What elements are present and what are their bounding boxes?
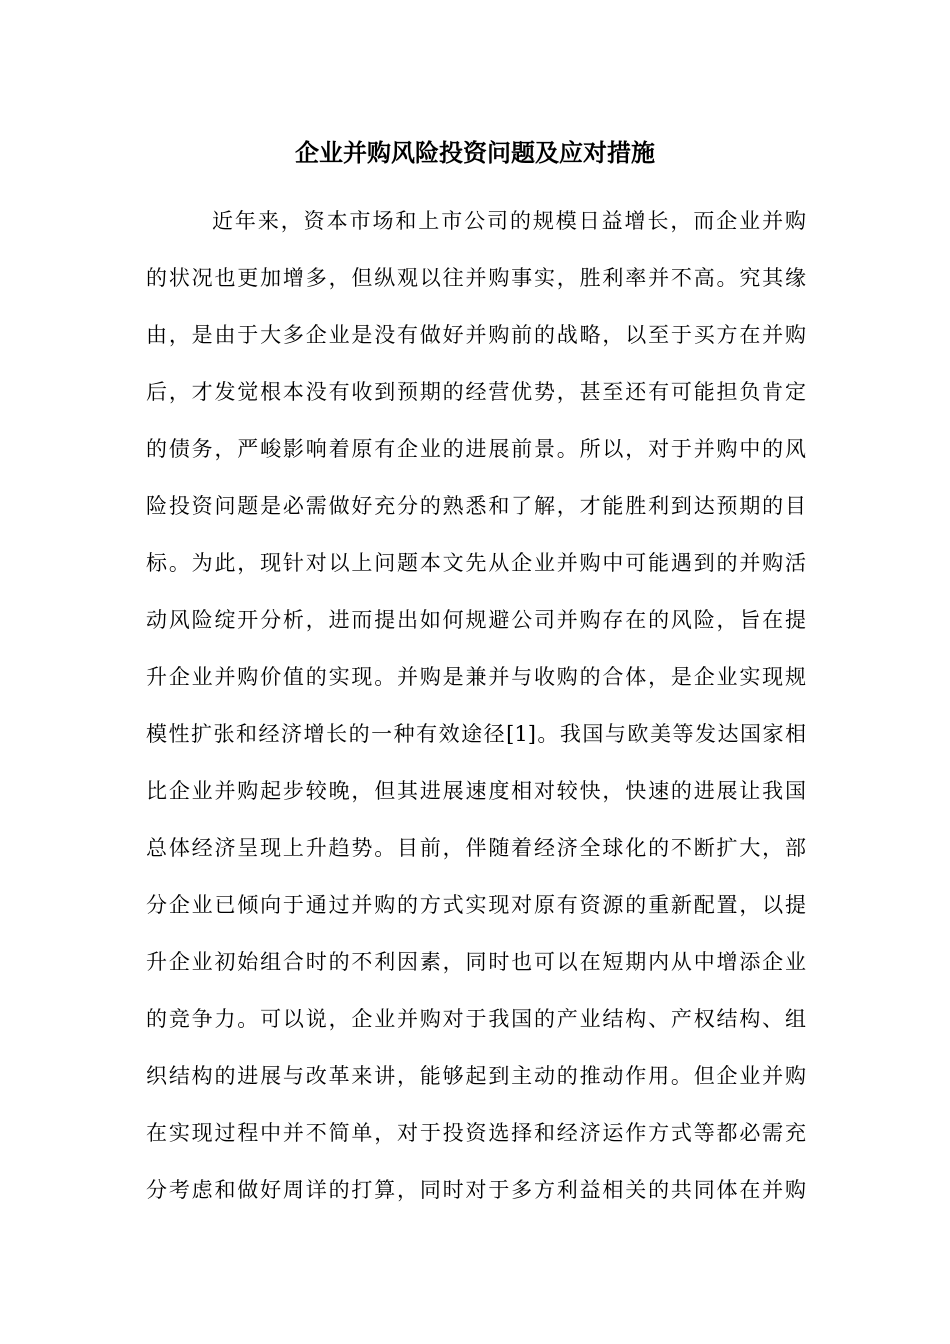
paragraph-line: 动风险绽开分析，进而提出如何规避公司并购存在的风险，旨在提: [146, 608, 806, 632]
paragraph-line: 升企业初始组合时的不利因素，同时也可以在短期内从中增添企业: [146, 950, 806, 974]
paragraph-line: 升企业并购价值的实现。并购是兼并与收购的合体，是企业实现规: [146, 665, 806, 689]
paragraph-line: 标。为此，现针对以上问题本文先从企业并购中可能遇到的并购活: [146, 551, 806, 575]
paragraph-line: 近年来，资本市场和上市公司的规模日益增长，而企业并购: [212, 209, 806, 233]
paragraph-line: 模性扩张和经济增长的一种有效途径[1]。我国与欧美等发达国家相: [146, 722, 806, 746]
paragraph-line: 总体经济呈现上升趋势。目前，伴随着经济全球化的不断扩大，部: [146, 836, 806, 860]
paragraph-line: 的状况也更加增多，但纵观以往并购事实，胜利率并不高。究其缘: [146, 266, 806, 290]
paragraph-line: 织结构的进展与改革来讲，能够起到主动的推动作用。但企业并购: [146, 1064, 806, 1088]
paragraph-line: 分考虑和做好周详的打算，同时对于多方利益相关的共同体在并购: [146, 1178, 806, 1202]
paragraph-line: 的竞争力。可以说，企业并购对于我国的产业结构、产权结构、组: [146, 1007, 806, 1031]
paragraph-line: 分企业已倾向于通过并购的方式实现对原有资源的重新配置，以提: [146, 893, 806, 917]
paragraph-line: 由，是由于大多企业是没有做好并购前的战略，以至于买方在并购: [146, 323, 806, 347]
paragraph-line: 比企业并购起步较晚，但其进展速度相对较快，快速的进展让我国: [146, 779, 806, 803]
paragraph-line: 险投资问题是必需做好充分的熟悉和了解，才能胜利到达预期的目: [146, 494, 806, 518]
paragraph-line: 后，才发觉根本没有收到预期的经营优势，甚至还有可能担负肯定: [146, 380, 806, 404]
document-title: 企业并购风险投资问题及应对措施: [295, 138, 655, 167]
paragraph-line: 在实现过程中并不简单，对于投资选择和经济运作方式等都必需充: [146, 1121, 806, 1145]
paragraph-line: 的债务，严峻影响着原有企业的进展前景。所以，对于并购中的风: [146, 437, 806, 461]
